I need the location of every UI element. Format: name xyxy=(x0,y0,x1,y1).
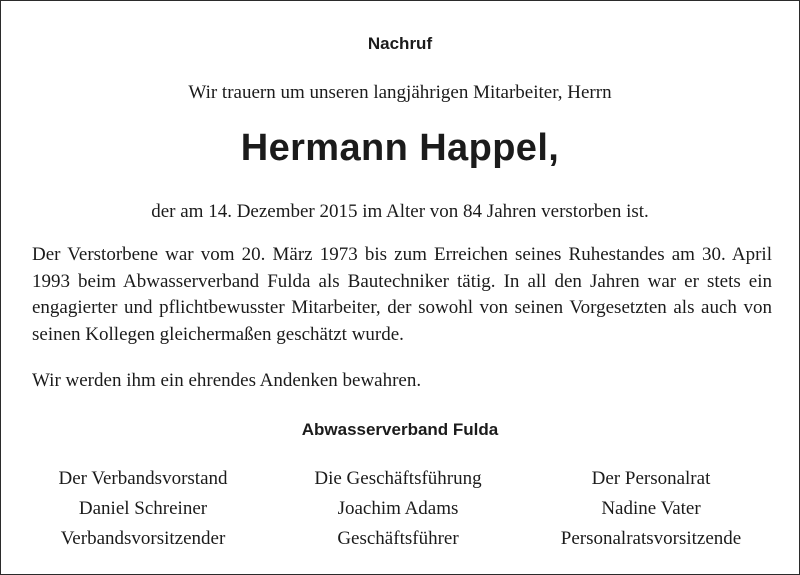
organization-name: Abwasserverband Fulda xyxy=(301,420,499,439)
deceased-name: Hermann Happel, xyxy=(240,127,560,169)
intro-line: Wir trauern um unseren langjährigen Mitarbeiter, Herrn xyxy=(188,82,612,103)
closing-line: Wir werden ihm ein ehrendes Andenken bewahren. xyxy=(32,370,422,391)
signatory-name: Nadine Vater xyxy=(601,498,701,519)
signatory-body: Der Personalrat xyxy=(591,468,711,489)
notice-heading: Nachruf xyxy=(367,34,433,53)
signatory-body: Der Verbandsvorstand xyxy=(58,468,228,489)
biography-paragraph: Der Verstorbene war vom 20. März 1973 bis zum Erreichen seines Ruhestandes am 30. April 1993 beim Abwasserverband Fulda als Bautechniker tätig. In all den Jahren war er stets ein engagierter und pflichtbewusster Mitarbeiter, der sowohl von seinen Vorgesetzten als auch von seinen Kollegen gleichermaßen geschätzt wurde. xyxy=(32,244,772,345)
signatory-name: Joachim Adams xyxy=(337,498,459,519)
signatory-works-council xyxy=(521,464,781,554)
death-line: der am 14. Dezember 2015 im Alter von 84 Jahren verstorben ist. xyxy=(151,201,649,222)
signatory-title: Geschäftsführer xyxy=(337,528,459,549)
signatory-board xyxy=(13,464,273,554)
signatory-title: Verbandsvorsitzender xyxy=(60,528,226,549)
signatory-body: Die Geschäftsführung xyxy=(314,468,482,489)
signatory-title: Personalratsvorsitzende xyxy=(560,528,742,549)
signatory-management xyxy=(268,464,528,554)
signatory-name: Daniel Schreiner xyxy=(78,498,208,519)
